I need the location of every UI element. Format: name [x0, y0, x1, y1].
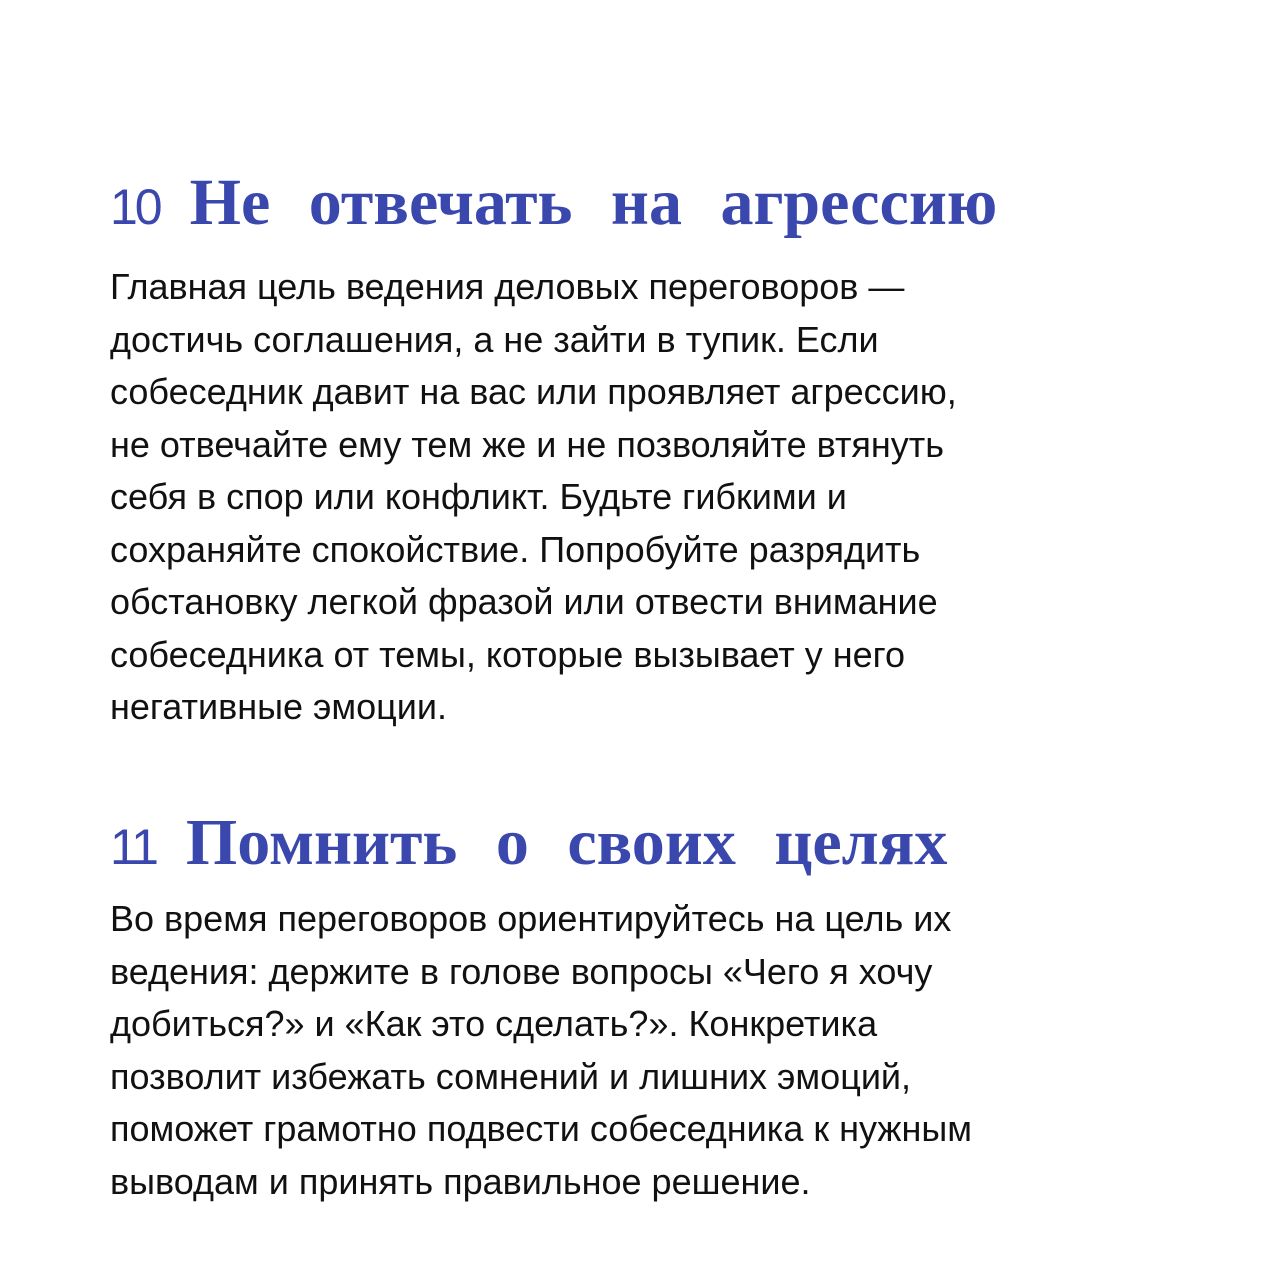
body-line: позволит избежать сомнений и лишних эмоций, — [110, 1055, 912, 1097]
body-line: выводам и принять правильное решение. — [110, 1160, 811, 1202]
section-heading — [110, 805, 1210, 881]
section-number: 11 — [110, 819, 156, 875]
section-heading — [110, 165, 1210, 241]
body-line: не отвечайте ему тем же и не позволяйте втянуть — [110, 423, 945, 465]
section-title: Не отвечать на агрессию — [189, 166, 998, 239]
body-line: ведения: держите в голове вопросы «Чего я хочу — [110, 950, 933, 992]
body-line: Главная цель ведения деловых переговоров — — [110, 266, 905, 307]
body-line: Во время переговоров ориентируйтесь на цель их — [110, 898, 952, 939]
section-body — [110, 261, 1210, 734]
section-number: 10 — [110, 179, 160, 235]
body-line: собеседник давит на вас или проявляет агрессию, — [110, 371, 957, 412]
body-line: негативные эмоции. — [110, 686, 447, 727]
section-body — [110, 893, 1210, 1208]
body-line: обстановку легкой фразой или отвести внимание — [110, 581, 938, 622]
body-line: поможет грамотно подвести собеседника к нужным — [110, 1108, 972, 1149]
body-line: достичь соглашения, а не зайти в тупик. Если — [110, 318, 879, 360]
body-line: добиться?» и «Как это сделать?». Конкретика — [110, 1003, 878, 1044]
body-line: сохраняйте спокойствие. Попробуйте разрядить — [110, 528, 921, 570]
section-10 — [110, 165, 1210, 734]
section-11 — [110, 805, 1210, 1208]
body-line: себя в спор или конфликт. Будьте гибкими и — [110, 476, 847, 517]
section-title: Помнить о своих целях — [185, 806, 948, 879]
body-line: собеседника от темы, которые вызывает у него — [110, 633, 906, 675]
